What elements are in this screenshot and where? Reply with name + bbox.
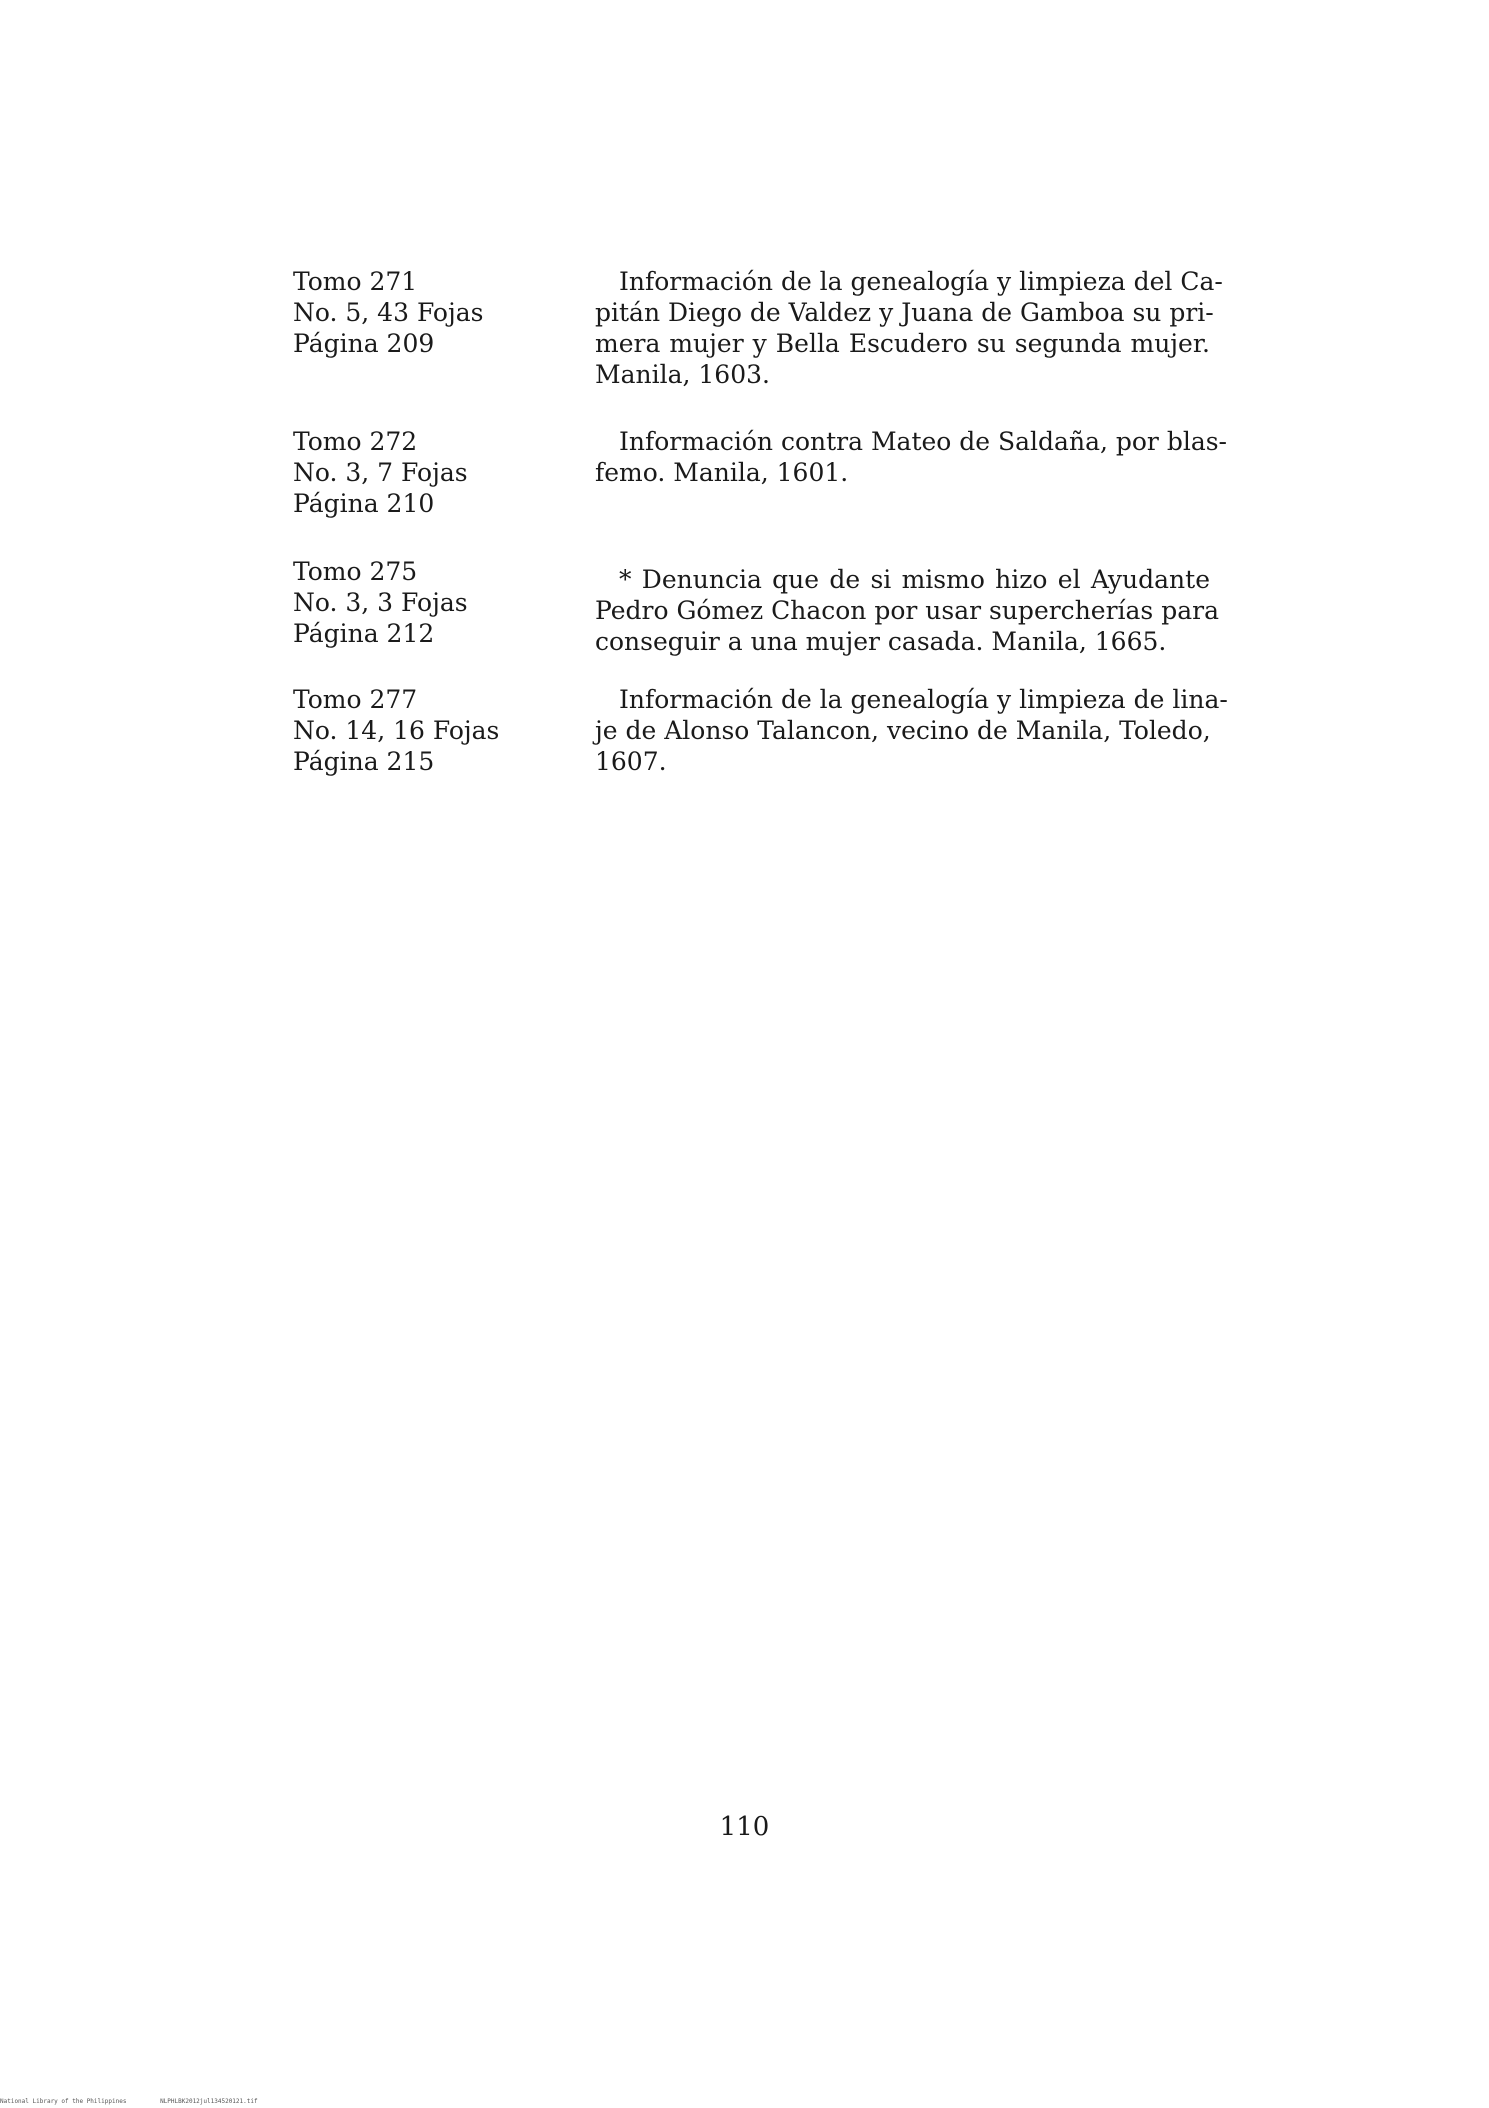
- numero-fojas: No. 14, 16 Fojas: [293, 716, 500, 745]
- description-line: Información de la genealogía y limpieza de lina-: [619, 685, 1228, 714]
- scan-footer: [0, 2098, 288, 2105]
- entry-description: [595, 564, 1219, 657]
- entry-description: [595, 266, 1223, 390]
- description-line: conseguir a una mujer casada. Manila, 1665.: [595, 627, 1167, 656]
- tomo-label: Tomo 275: [293, 557, 418, 586]
- numero-fojas: No. 3, 7 Fojas: [293, 458, 468, 487]
- tomo-label: Tomo 272: [293, 427, 418, 456]
- entry-reference: [293, 684, 553, 777]
- description-line: Pedro Gómez Chacon por usar supercherías para: [595, 596, 1219, 625]
- page-number: 110: [719, 1812, 770, 1842]
- pagina-label: Página 215: [293, 747, 435, 776]
- description-line: Manila, 1603.: [595, 360, 770, 389]
- tomo-label: Tomo 277: [293, 685, 418, 714]
- description-line: mera mujer y Bella Escudero su segunda mujer.: [595, 329, 1210, 358]
- pagina-label: Página 209: [293, 329, 435, 358]
- entry-reference: [293, 556, 553, 649]
- library-credit: National Library of the Philippines: [0, 2098, 127, 2105]
- pagina-label: Página 210: [293, 489, 435, 518]
- description-line: femo. Manila, 1601.: [595, 458, 849, 487]
- description-line: pitán Diego de Valdez y Juana de Gamboa su pri-: [595, 298, 1214, 327]
- description-line: * Denuncia que de si mismo hizo el Ayudante: [619, 565, 1210, 594]
- entry-description: [595, 684, 1228, 777]
- entry-description: [595, 426, 1227, 488]
- description-line: 1607.: [595, 747, 667, 776]
- description-line: Información de la genealogía y limpieza del Ca-: [619, 267, 1223, 296]
- numero-fojas: No. 3, 3 Fojas: [293, 588, 468, 617]
- pagina-label: Página 212: [293, 619, 435, 648]
- description-line: Información contra Mateo de Saldaña, por blas-: [619, 427, 1227, 456]
- numero-fojas: No. 5, 43 Fojas: [293, 298, 484, 327]
- tomo-label: Tomo 271: [293, 267, 418, 296]
- entry-reference: [293, 266, 553, 359]
- scan-filename: NLPHLBK2012jul134520121.tif: [160, 2098, 258, 2105]
- entry-reference: [293, 426, 553, 519]
- description-line: je de Alonso Talancon, vecino de Manila, Toledo,: [595, 716, 1211, 745]
